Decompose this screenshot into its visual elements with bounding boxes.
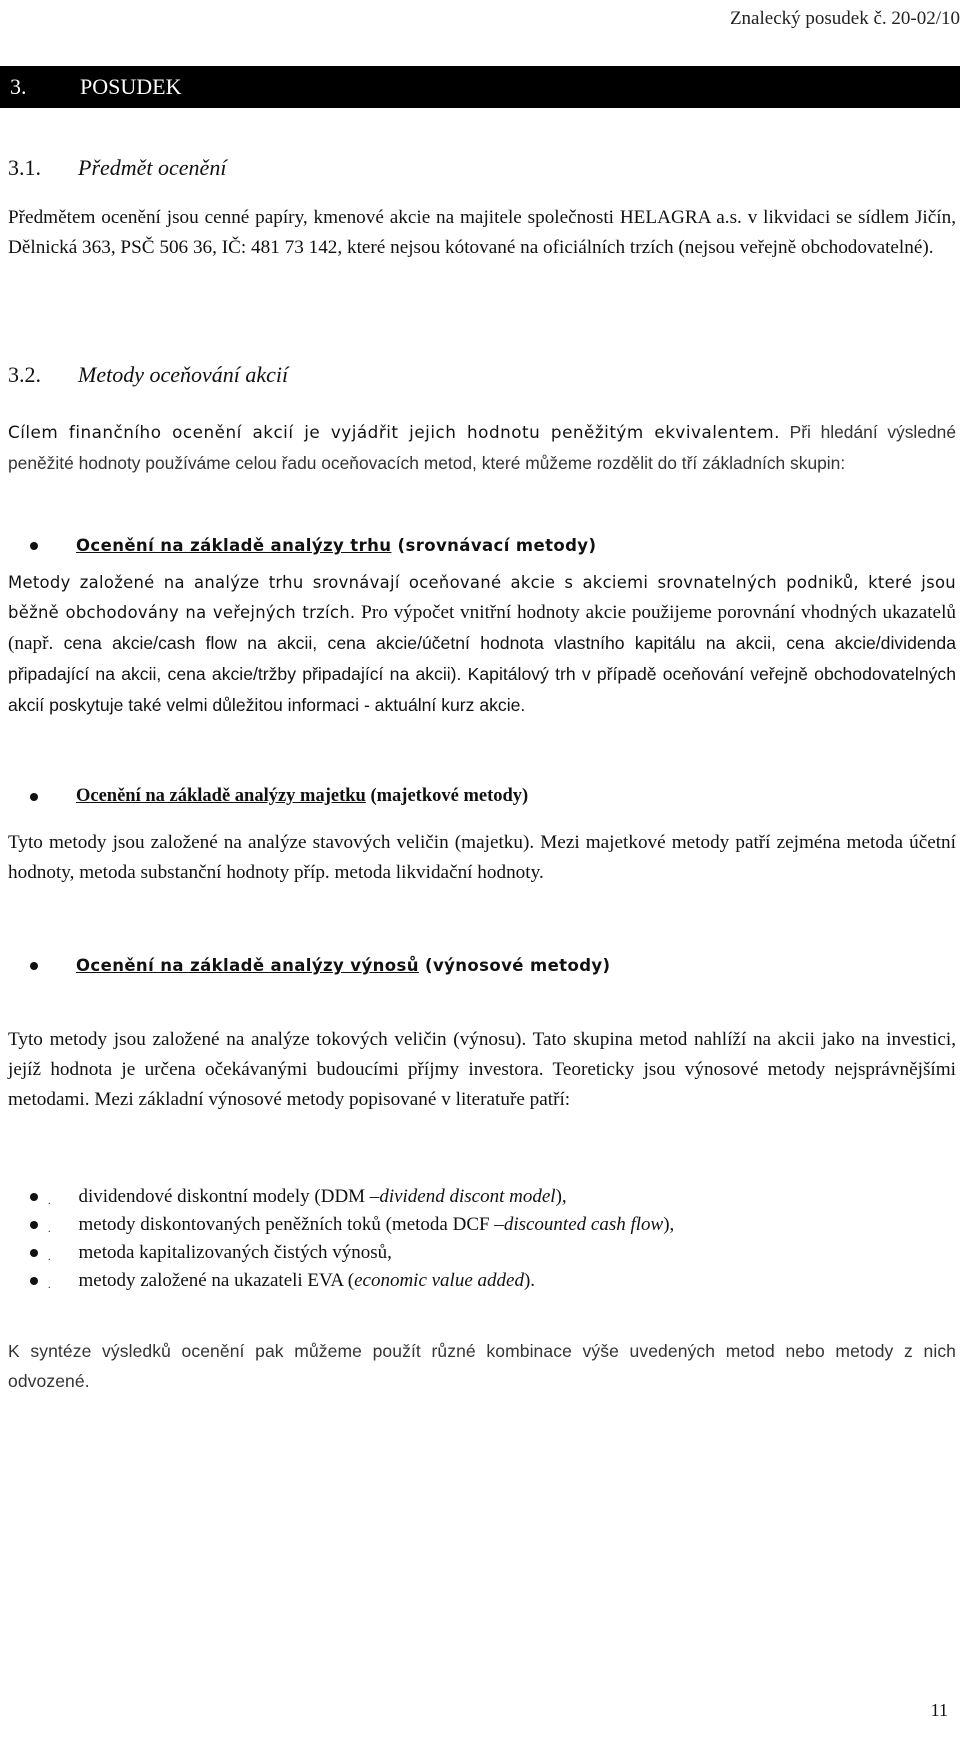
section-heading-3-2 [8, 362, 288, 388]
list-item: . metody diskontovaných peněžních toků (metoda DCF – discounted cash flow ), [30, 1211, 674, 1239]
section-number: 3.2. [8, 362, 41, 387]
bullet-icon [30, 1249, 38, 1257]
method-group-heading [30, 786, 528, 807]
asset-methods-paragraph: Tyto metody jsou založené na analýze stavových veličin (majetku). Mezi majetkové metody patří zejména metoda účetní hodnoty, metoda substanční hodnoty příp. metoda likvidační hodnoty. [8, 832, 956, 883]
group-subtitle: (výnosové metody) [418, 956, 611, 975]
chapter-number: 3. [10, 74, 27, 99]
conclusion-paragraph: K syntéze výsledků ocenění pak můžeme použít různé kombinace výše uvedených metod nebo metody z nich odvozené. [8, 1341, 956, 1391]
list-item: . metoda kapitalizovaných čistých výnosů, [30, 1239, 674, 1267]
bullet-icon [30, 1221, 38, 1229]
market-text-a: Metody založené na analýze trhu srovnávají oceňované akcie s akciemi srovnatelných podniků, které jsou běžně obchodovány na veřejných trzích. [8, 573, 956, 622]
group-title: Ocenění na základě analýzy majetku [76, 786, 366, 806]
intro-lead-sentence: Cílem finančního ocenění akcií je vyjádřit jejich hodnotu peněžitým ekvivalentem. [8, 422, 780, 442]
market-text-b: Pro výpočet vnitřní hodnoty akcie použijeme porovnání vhodných ukazatelů (např. [8, 602, 956, 654]
page-number: 11 [930, 1700, 948, 1720]
section-heading-3-1 [8, 155, 226, 181]
bullet-icon [30, 1277, 38, 1285]
section-number: 3.1. [8, 155, 41, 180]
document-reference: Znalecký posudek č. 20-02/10 [729, 8, 960, 29]
section-title: Předmět ocenění [78, 155, 227, 180]
section-title: Metody oceňování akcií [78, 362, 289, 387]
bullet-icon [30, 962, 38, 970]
list-item: . metody založené na ukazateli EVA ( economic value added ). [30, 1267, 674, 1295]
method-group-heading [30, 956, 611, 975]
market-methods-paragraph [8, 568, 956, 721]
bullet-icon [30, 542, 38, 550]
income-methods-list [30, 1183, 674, 1295]
subject-paragraph: Předmětem ocenění jsou cenné papíry, kmenové akcie na majitele společnosti HELAGRA a.s. v likvidaci se sídlem Jičín, Dělnická 363, PSČ 506 36, IČ: 481 73 142, které nejsou kótované na oficiálních trzích (nejsou veřejně obchodovatelné). [8, 207, 956, 258]
group-title: Ocenění na základě analýzy trhu [76, 536, 392, 555]
group-subtitle: (srovnávací metody) [391, 536, 597, 555]
group-title: Ocenění na základě analýzy výnosů [76, 956, 419, 975]
methods-intro-paragraph [8, 417, 956, 479]
chapter-title: POSUDEK [80, 74, 182, 99]
income-methods-paragraph: Tyto metody jsou založené na analýze tokových veličin (výnosu). Tato skupina metod nahlíží na akcii jako na investici, jejíž hodnota je určena očekávanými budoucími příjmy investora. Teoreticky jsou výnosové metody nejsprávnějšími metodami. Mezi základní výnosové metody popisované v literatuře patří: [8, 1029, 956, 1110]
bullet-icon [30, 793, 38, 801]
intro-rest: Při hledání výsledné peněžité hodnoty používáme celou řadu oceňovacích metod, které můžeme rozdělit do tří základních skupin: [8, 422, 956, 473]
method-group-heading [30, 536, 596, 555]
chapter-heading-bar [0, 66, 960, 108]
group-subtitle: (majetkové metody) [365, 786, 529, 806]
bullet-icon [30, 1193, 38, 1201]
market-text-c: cena akcie/cash flow na akcii, cena akcie/účetní hodnota vlastního kapitálu na akcii, cena akcie/dividenda připadající na akcii, cena akcie/tržby připadající na akcii). Kapitálový trh v případě oceňování veřejně obchodovatelných akcií poskytuje také velmi důležitou informaci - aktuální kurz akcie. [8, 633, 956, 715]
list-item: . dividendové diskontní modely (DDM – dividend discont model ), [30, 1183, 674, 1211]
